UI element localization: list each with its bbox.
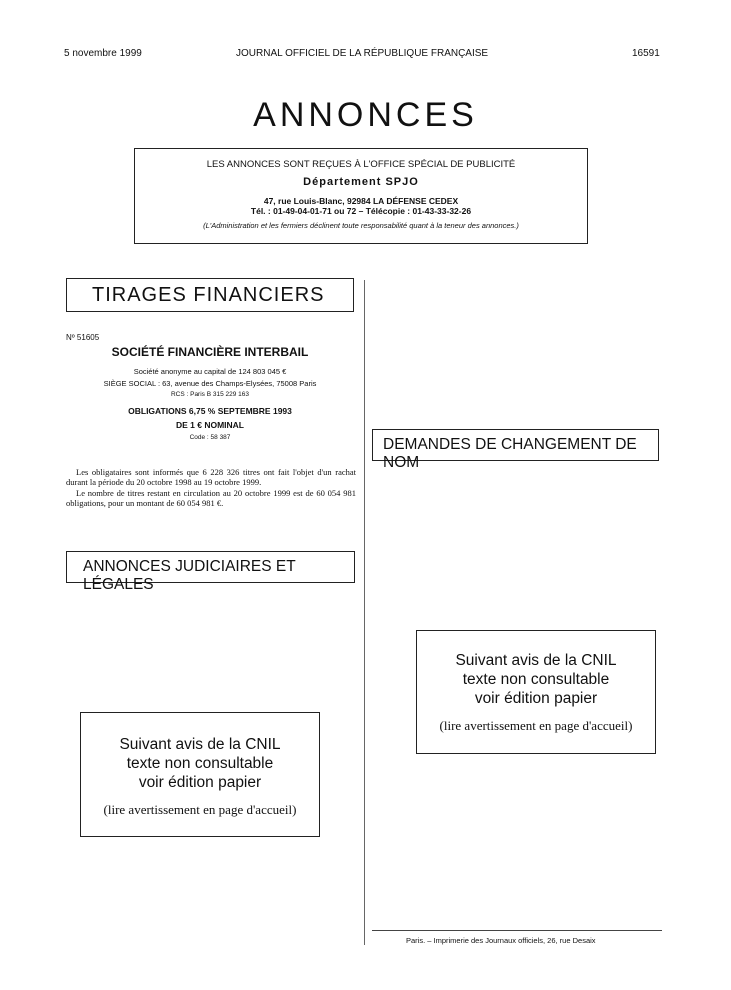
info-department: Département SPJO (303, 176, 419, 189)
section-header-tirages: TIRAGES FINANCIERS (66, 278, 354, 312)
info-line: LES ANNONCES SONT REÇUES À L'OFFICE SPÉCIAL DE PUBLICITÉ (206, 159, 516, 170)
notice-rcs: RCS : Paris B 315 229 163 (170, 391, 250, 398)
cnil-line: voir édition papier (474, 690, 598, 707)
notice-paragraph: Le nombre de titres restant en circulation au 20 octobre 1999 est de 60 054 981 obligations, pour un montant de 60 054 981 €. (66, 488, 356, 508)
cnil-note: (lire avertissement en page d'accueil) (439, 718, 633, 733)
header-journal: JOURNAL OFFICIEL DE LA RÉPUBLIQUE FRANÇAISE (236, 48, 489, 59)
info-phone: Tél. : 01-49-04-01-71 ou 72 – Télécopie : 01-43-33-32-26 (250, 205, 472, 216)
notice-paragraph: Les obligataires sont informés que 6 228 326 titres ont fait l'objet d'un rachat durant la période du 20 octobre 1998 au 19 octobre 1999. (66, 467, 356, 487)
page-title: ANNONCES (253, 96, 478, 134)
info-address: 47, rue Louis-Blanc, 92984 LA DÉFENSE CEDEX (263, 195, 459, 206)
cnil-notice-box (80, 712, 320, 837)
cnil-notice-box (416, 630, 656, 754)
cnil-line: texte non consultable (126, 755, 274, 772)
cnil-line: Suivant avis de la CNIL (455, 652, 617, 669)
notice-code: Code : 58 387 (189, 434, 231, 441)
column-divider (364, 280, 365, 945)
header-date: 5 novembre 1999 (64, 48, 142, 59)
notice-nominal: DE 1 € NOMINAL (175, 420, 244, 430)
footer-imprint: Paris. – Imprimerie des Journaux officiels, 26, rue Desaix (406, 936, 596, 945)
info-disclaimer: (L'Administration et les fermiers déclinent toute responsabilité quant à la teneur des annonces.) (203, 220, 519, 230)
footer-rule (372, 930, 662, 931)
notice-siege: SIÈGE SOCIAL : 63, avenue des Champs-Elysées, 75008 Paris (103, 379, 317, 388)
publication-info-box (134, 148, 588, 244)
notice-obligations: OBLIGATIONS 6,75 % SEPTEMBRE 1993 (128, 406, 292, 416)
notice-number: Nº 51605 (66, 333, 100, 342)
notice-capital: Société anonyme au capital de 124 803 045 € (133, 367, 287, 376)
section-header-changement-nom: DEMANDES DE CHANGEMENT DE NOM (372, 429, 659, 461)
notice-company: SOCIÉTÉ FINANCIÈRE INTERBAIL (111, 345, 309, 359)
cnil-line: voir édition papier (138, 774, 262, 791)
cnil-line: Suivant avis de la CNIL (119, 736, 281, 753)
cnil-note: (lire avertissement en page d'accueil) (103, 802, 297, 817)
header-page-number: 16591 (632, 48, 660, 59)
cnil-line: texte non consultable (462, 671, 610, 688)
section-header-judiciaires: ANNONCES JUDICIAIRES ET LÉGALES (66, 551, 355, 583)
